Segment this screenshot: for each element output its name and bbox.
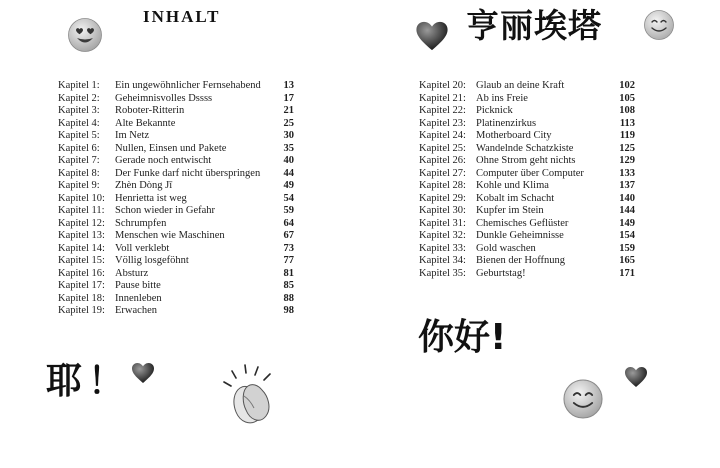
chapter-page: 59	[283, 205, 294, 216]
chinese-exclamation: 耶！	[46, 361, 131, 402]
chinese-title: 亨丽埃塔	[466, 6, 602, 45]
chapter-page: 67	[283, 230, 294, 241]
chapter-title: Absturz	[115, 267, 149, 279]
chapter-number: Kapitel 28:	[419, 180, 466, 191]
chapter-number: Kapitel 8:	[58, 167, 100, 179]
toc-entry	[419, 268, 635, 281]
chapter-title: Nullen, Einsen und Pakete	[115, 142, 227, 154]
toc-entry	[58, 218, 294, 231]
chapter-title: Glaub an deine Kraft	[476, 80, 565, 91]
smiley-emoji-icon	[643, 9, 675, 41]
chapter-number: Kapitel 32:	[419, 230, 466, 241]
chapter-number: Kapitel 10:	[58, 192, 105, 204]
toc-entry	[58, 243, 294, 256]
chapter-page: 13	[283, 80, 294, 91]
chapter-number: Kapitel 9:	[58, 180, 100, 191]
toc-entry	[58, 105, 294, 118]
chapter-number: Kapitel 19:	[58, 305, 105, 316]
chapter-title: Roboter-Ritterin	[115, 105, 185, 116]
chapter-page: 159	[619, 242, 635, 254]
chapter-page: 137	[619, 180, 635, 191]
chapter-title: Dunkle Geheimnisse	[476, 230, 564, 241]
chapter-page: 64	[283, 217, 294, 229]
chapter-title: Schon wieder in Gefahr	[115, 205, 216, 216]
chapter-title: Kohle und Klima	[476, 180, 549, 191]
toc-entry	[419, 155, 635, 168]
toc-entry	[58, 268, 294, 281]
chapter-number: Kapitel 14:	[58, 242, 105, 254]
chapter-page: 85	[283, 280, 294, 291]
chapter-title: Ohne Strom geht nichts	[476, 155, 576, 166]
toc-entry	[58, 80, 294, 93]
chapter-number: Kapitel 2:	[58, 92, 100, 104]
chapter-page: 171	[619, 267, 635, 279]
heart-icon	[415, 20, 449, 52]
chapter-number: Kapitel 13:	[58, 230, 105, 241]
chapter-number: Kapitel 24:	[419, 130, 466, 141]
chapter-title: Im Netz	[115, 130, 150, 141]
chapter-title: Schrumpfen	[115, 217, 167, 229]
chapter-title: Gerade noch entwischt	[115, 155, 212, 166]
chapter-number: Kapitel 35:	[419, 267, 466, 279]
chapter-number: Kapitel 7:	[58, 155, 100, 166]
heart-icon	[624, 366, 648, 388]
chapter-title: Platinenzirkus	[476, 117, 537, 129]
chapter-page: 49	[283, 180, 294, 191]
chapter-page: 81	[283, 267, 294, 279]
toc-entry	[419, 93, 635, 106]
chapter-title: Menschen wie Maschinen	[115, 230, 225, 241]
chapter-title: Computer über Computer	[476, 167, 584, 179]
chapter-title: Geheimnisvolles Dssss	[115, 92, 213, 104]
toc-entry	[419, 168, 635, 181]
chapter-page: 21	[283, 105, 294, 116]
chapter-page: 165	[619, 255, 635, 266]
chapter-number: Kapitel 16:	[58, 267, 105, 279]
chapter-title: Voll verklebt	[115, 242, 170, 254]
chapter-number: Kapitel 5:	[58, 130, 100, 141]
chapter-number: Kapitel 11:	[58, 205, 105, 216]
chapter-number: Kapitel 25:	[419, 142, 466, 154]
chapter-page: 98	[283, 305, 294, 316]
smiley-emoji-icon	[562, 378, 604, 420]
toc-list-right	[419, 80, 635, 280]
toc-entry	[419, 105, 635, 118]
chapter-number: Kapitel 17:	[58, 280, 105, 291]
chapter-number: Kapitel 18:	[58, 292, 105, 304]
toc-entry	[419, 143, 635, 156]
toc-entry	[58, 155, 294, 168]
chapter-title: Völlig losgeföhnt	[115, 255, 189, 266]
chapter-number: Kapitel 3:	[58, 105, 100, 116]
chapter-page: 125	[619, 142, 635, 154]
toc-entry	[58, 230, 294, 243]
toc-entry	[419, 243, 635, 256]
toc-entry	[419, 130, 635, 143]
toc-entry	[58, 305, 294, 318]
chapter-title: Geburtstag!	[476, 267, 526, 279]
chapter-title: Picknick	[476, 105, 513, 116]
chapter-title: Henrietta ist weg	[115, 192, 187, 204]
chapter-number: Kapitel 23:	[419, 117, 466, 129]
chapter-title: Gold waschen	[476, 242, 536, 254]
chapter-page: 35	[283, 142, 294, 154]
chapter-page: 133	[619, 167, 635, 179]
chapter-page: 154	[619, 230, 635, 241]
chapter-number: Kapitel 15:	[58, 255, 105, 266]
chinese-greeting: 你好!	[418, 317, 507, 358]
chapter-title: Kupfer im Stein	[476, 205, 544, 216]
chapter-page: 113	[619, 117, 635, 129]
chapter-page: 105	[619, 92, 635, 104]
chapter-title: Ab ins Freie	[476, 92, 528, 104]
chapter-title: Kobalt im Schacht	[476, 192, 555, 204]
chapter-title: Innenleben	[115, 292, 162, 304]
chapter-page: 17	[283, 92, 294, 104]
chapter-number: Kapitel 1:	[58, 80, 100, 91]
chapter-page: 88	[283, 292, 294, 304]
toc-entry	[58, 193, 294, 206]
toc-entry	[58, 293, 294, 306]
chapter-number: Kapitel 29:	[419, 192, 466, 204]
chapter-number: Kapitel 34:	[419, 255, 466, 266]
chapter-page: 129	[619, 155, 635, 166]
toc-entry	[58, 130, 294, 143]
toc-entry	[58, 180, 294, 193]
chapter-page: 73	[283, 242, 294, 254]
chapter-page: 140	[619, 192, 635, 204]
chapter-title: Zhèn Dòng Jī	[115, 180, 173, 191]
toc-entry	[58, 255, 294, 268]
chapter-page: 108	[619, 105, 635, 116]
chapter-title: Pause bitte	[115, 280, 161, 291]
toc-entry	[419, 80, 635, 93]
chapter-page: 25	[283, 117, 294, 129]
chapter-page: 119	[619, 130, 635, 141]
chapter-page: 54	[283, 192, 294, 204]
chapter-page: 149	[619, 217, 635, 229]
chapter-number: Kapitel 20:	[419, 80, 466, 91]
chapter-number: Kapitel 4:	[58, 117, 100, 129]
toc-entry	[58, 118, 294, 131]
chapter-number: Kapitel 6:	[58, 142, 100, 154]
chapter-number: Kapitel 27:	[419, 167, 466, 179]
toc-entry	[58, 143, 294, 156]
toc-list-left	[58, 80, 294, 318]
clapping-hands-icon	[218, 362, 278, 428]
toc-entry	[419, 118, 635, 131]
chapter-page: 144	[619, 205, 635, 216]
chapter-number: Kapitel 21:	[419, 92, 466, 104]
heart-eyes-emoji-icon	[67, 17, 103, 53]
toc-entry	[419, 205, 635, 218]
chapter-page: 77	[283, 255, 294, 266]
toc-entry	[419, 193, 635, 206]
chapter-page: 102	[619, 80, 635, 91]
heart-icon	[131, 362, 155, 384]
chapter-number: Kapitel 22:	[419, 105, 466, 116]
chapter-title: Alte Bekannte	[115, 117, 176, 129]
toc-entry	[419, 218, 635, 231]
chapter-page: 30	[283, 130, 294, 141]
chapter-number: Kapitel 33:	[419, 242, 466, 254]
chapter-title: Bienen der Hoffnung	[476, 255, 566, 266]
chapter-title: Ein ungewöhnlicher Fernsehabend	[115, 80, 261, 91]
chapter-title: Chemisches Geflüster	[476, 217, 569, 229]
chapter-number: Kapitel 12:	[58, 217, 105, 229]
toc-entry	[58, 168, 294, 181]
page-title: INHALT	[143, 7, 221, 26]
chapter-title: Motherboard City	[476, 130, 552, 141]
toc-entry	[58, 93, 294, 106]
toc-entry	[58, 205, 294, 218]
toc-entry	[58, 280, 294, 293]
chapter-page: 44	[283, 167, 294, 179]
chapter-page: 40	[283, 155, 294, 166]
toc-entry	[419, 230, 635, 243]
chapter-title: Wandelnde Schatzkiste	[476, 142, 574, 154]
chapter-number: Kapitel 26:	[419, 155, 466, 166]
chapter-number: Kapitel 31:	[419, 217, 466, 229]
chapter-title: Der Funke darf nicht überspringen	[115, 167, 261, 179]
toc-entry	[419, 255, 635, 268]
chapter-number: Kapitel 30:	[419, 205, 466, 216]
chapter-title: Erwachen	[115, 305, 157, 316]
toc-entry	[419, 180, 635, 193]
